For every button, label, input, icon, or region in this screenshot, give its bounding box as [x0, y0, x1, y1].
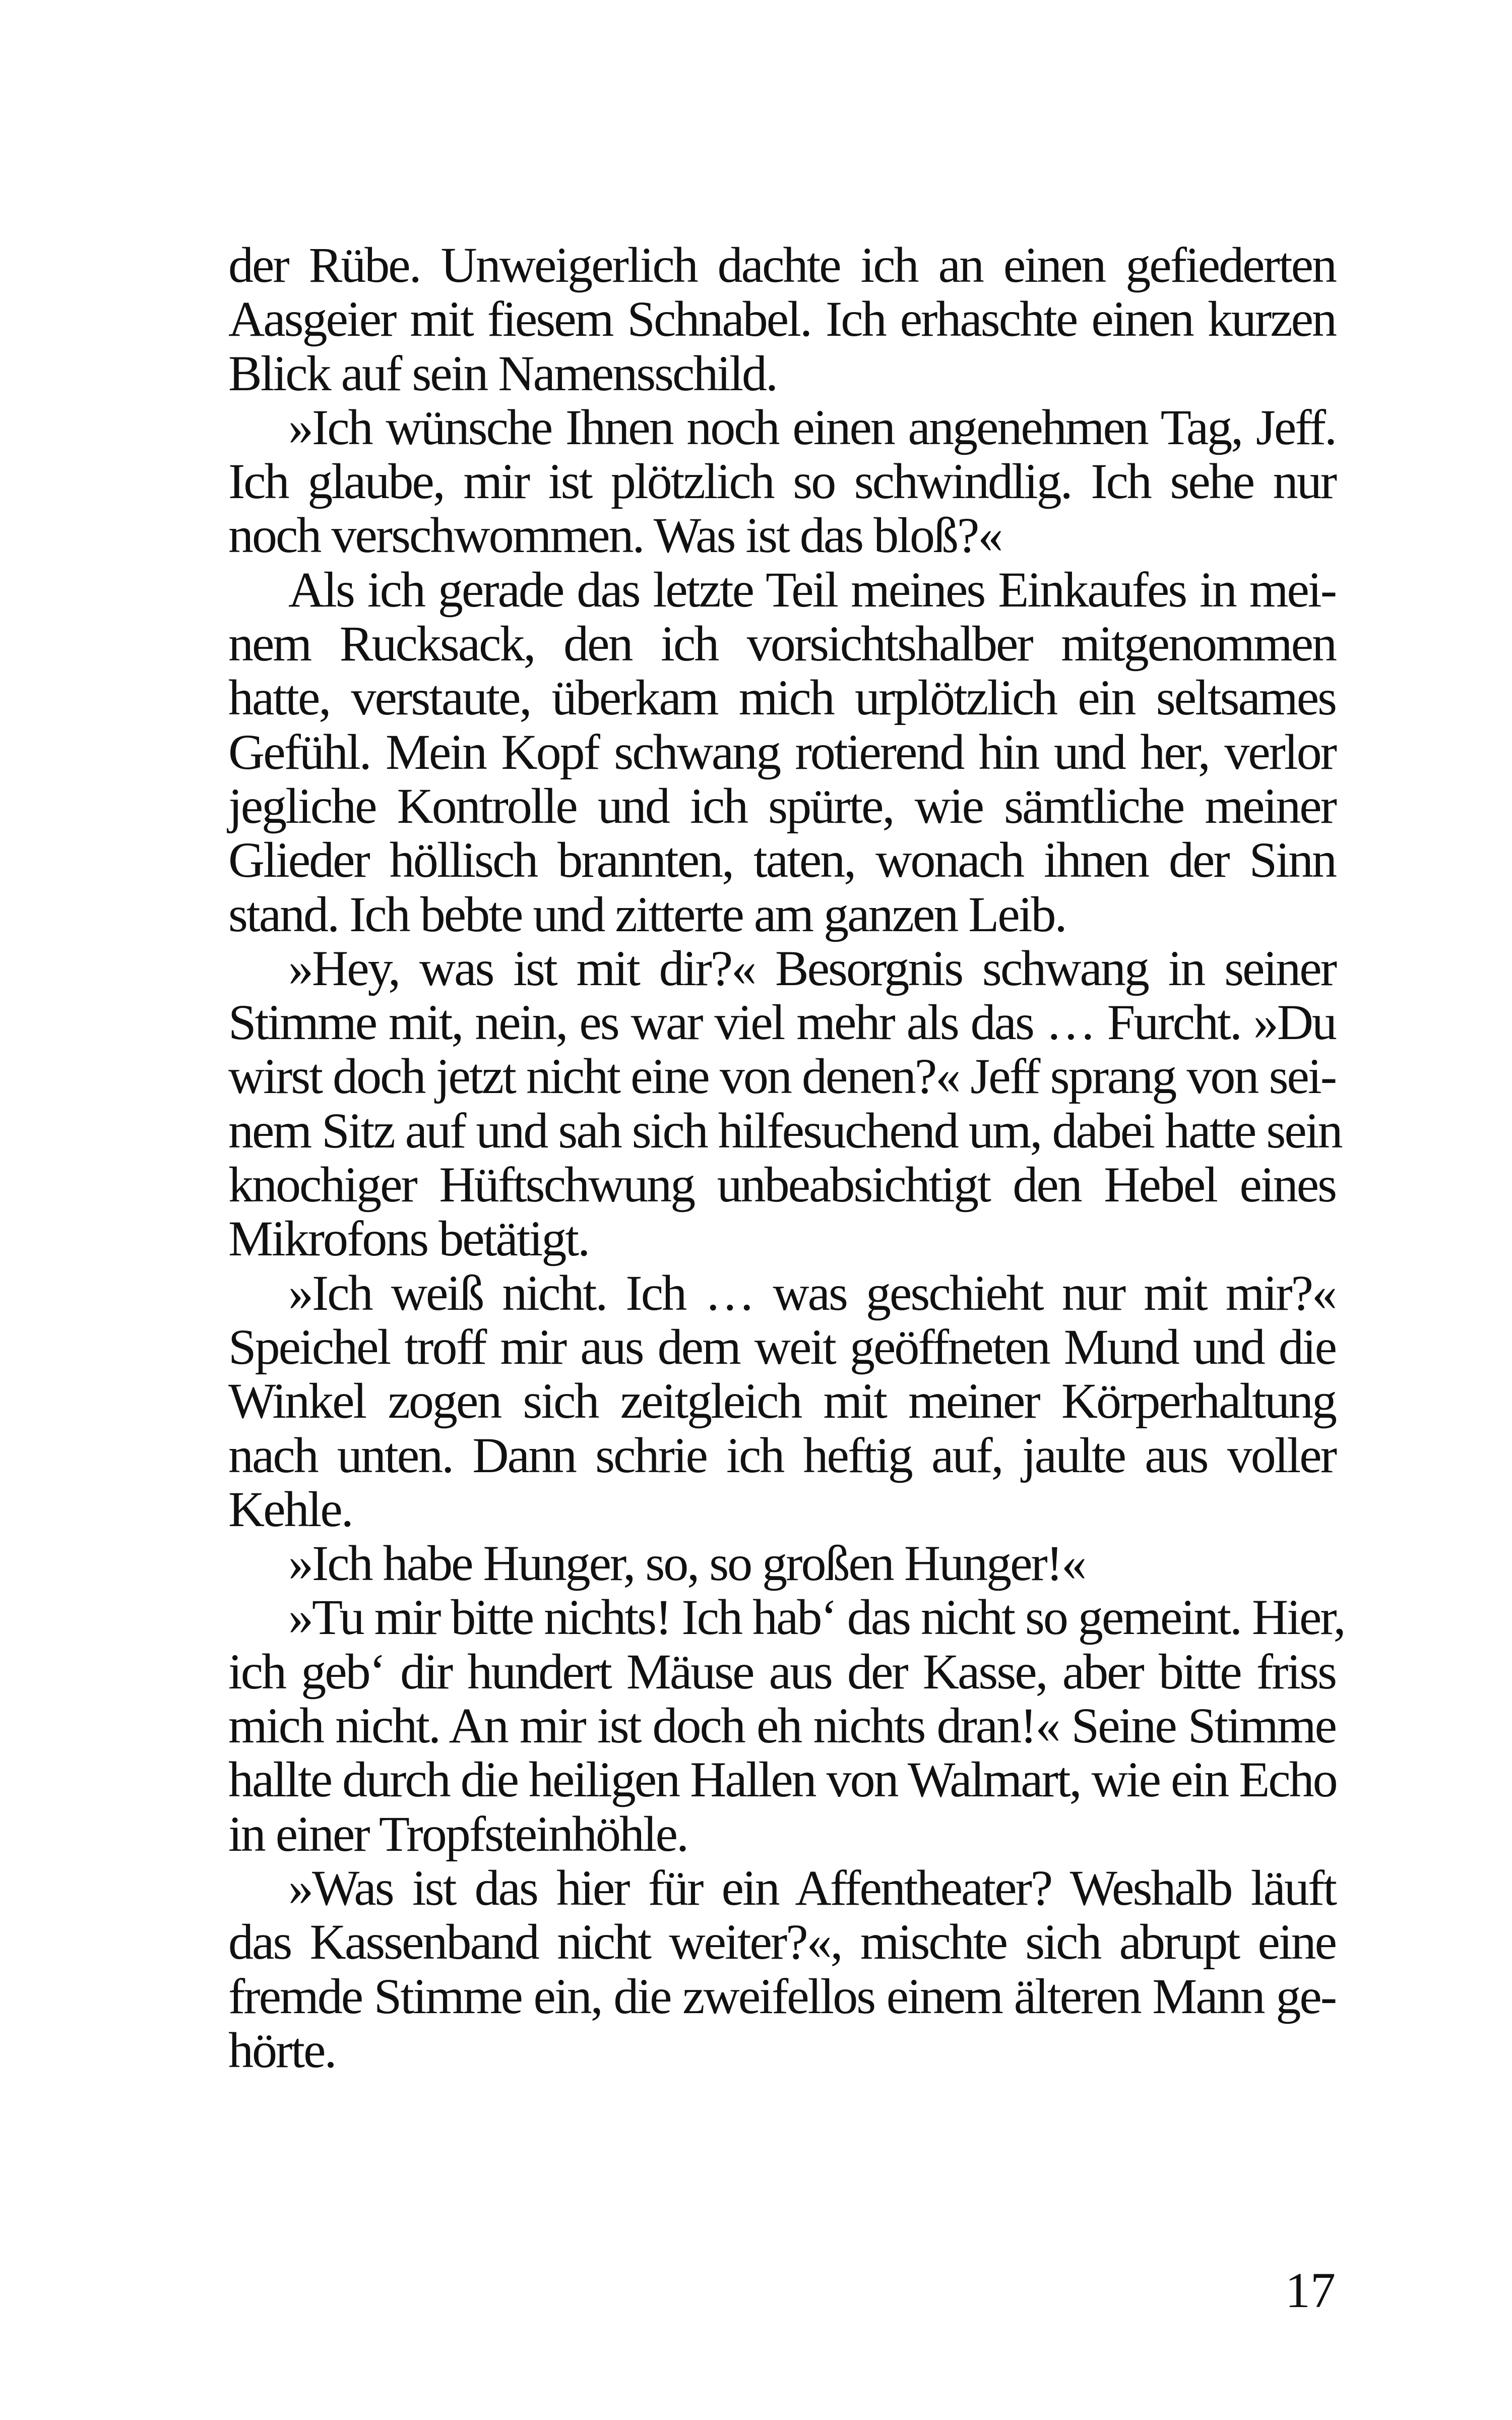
- text-line: »Ich weiß nicht. Ich … was geschieht nur mit mir?«: [288, 1264, 1336, 1321]
- text-line: Stimme mit, nein, es war viel mehr als das … Furcht. »Du: [228, 994, 1336, 1051]
- text-line: »Ich wünsche Ihnen noch einen angenehmen Tag, Jeff.: [288, 399, 1336, 455]
- text-line: nem Rucksack, den ich vorsichtshalber mitgenommen: [228, 616, 1336, 672]
- text-line: stand. Ich bebte und zitterte am ganzen Leib.: [228, 886, 1066, 942]
- text-line: Mikrofons betätigt.: [228, 1211, 589, 1267]
- text-line: mich nicht. An mir ist doch eh nichts dran!« Seine Stimme: [228, 1698, 1336, 1754]
- text-line: Aasgeier mit fiesem Schnabel. Ich erhaschte einen kurzen: [228, 291, 1336, 347]
- text-line: Speichel troff mir aus dem weit geöffneten Mund und die: [228, 1318, 1336, 1375]
- text-line: Kehle.: [228, 1481, 352, 1537]
- text-line: noch verschwommen. Was ist das bloß?«: [228, 507, 1002, 564]
- text-line: jegliche Kontrolle und ich spürte, wie sämtliche meiner: [228, 777, 1336, 834]
- text-line: in einer Tropfsteinhöhle.: [228, 1805, 688, 1862]
- text-line: Glieder höllisch brannten, taten, wonach ihnen der Sinn: [228, 832, 1336, 888]
- text-line: hörte.: [228, 2022, 336, 2078]
- text-line: »Was ist das hier für ein Affentheater? Weshalb läuft: [288, 1859, 1336, 1916]
- text-line: der Rübe. Unweigerlich dachte ich an einen gefiederten: [228, 237, 1336, 293]
- text-line: das Kassenband nicht weiter?«, mischte sich abrupt eine: [228, 1914, 1336, 1970]
- body-text: [228, 237, 1345, 2078]
- text-line: Ich glaube, mir ist plötzlich so schwindlig. Ich sehe nur: [228, 453, 1336, 510]
- text-line: nem Sitz auf und sah sich hilfesuchend um, dabei hatte sein: [228, 1102, 1342, 1159]
- text-line: knochiger Hüftschwung unbeabsichtigt den Hebel eines: [228, 1157, 1336, 1213]
- text-line: »Hey, was ist mit dir?« Besorgnis schwang in seiner: [288, 940, 1336, 996]
- text-line: Blick auf sein Namensschild.: [228, 345, 777, 401]
- text-line: wirst doch jetzt nicht eine von denen?« Jeff sprang von sei-: [228, 1048, 1336, 1105]
- page-number: 17: [1285, 2262, 1336, 2318]
- text-line: hatte, verstaute, überkam mich urplötzlich ein seltsames: [228, 670, 1336, 726]
- text-line: »Ich habe Hunger, so, so großen Hunger!«: [288, 1535, 1086, 1592]
- text-line: hallte durch die heiligen Hallen von Walmart, wie ein Echo: [228, 1751, 1337, 1808]
- text-line: nach unten. Dann schrie ich heftig auf, jaulte aus voller: [228, 1427, 1336, 1483]
- text-line: Als ich gerade das letzte Teil meines Einkaufes in mei-: [288, 561, 1336, 618]
- text-line: fremde Stimme ein, die zweifellos einem älteren Mann ge-: [228, 1968, 1336, 2024]
- text-line: ich geb‘ dir hundert Mäuse aus der Kasse, aber bitte friss: [228, 1643, 1336, 1700]
- text-line: Gefühl. Mein Kopf schwang rotierend hin und her, verlor: [228, 723, 1336, 780]
- text-line: »Tu mir bitte nichts! Ich hab‘ das nicht so gemeint. Hier,: [288, 1589, 1345, 1646]
- text-line: Winkel zogen sich zeitgleich mit meiner Körperhaltung: [228, 1373, 1336, 1429]
